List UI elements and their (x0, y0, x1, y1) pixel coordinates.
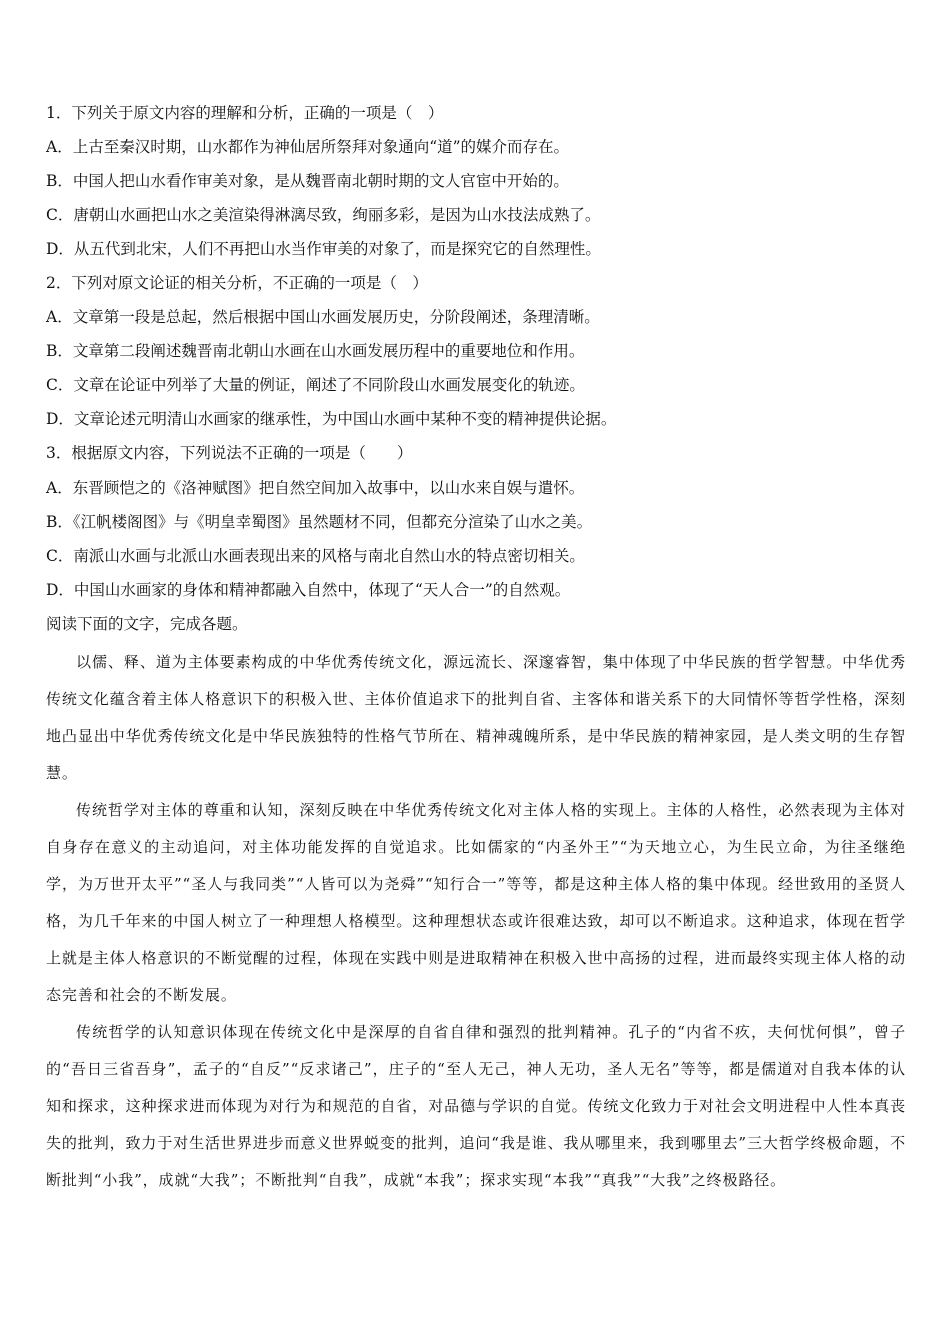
option-b: B．文章第二段阐述魏晋南北朝山水画在山水画发展历程中的重要地位和作用。 (46, 342, 585, 360)
option-c: C．唐朝山水画把山水之美渲染得淋漓尽致，绚丽多彩，是因为山水技法成熟了。 (46, 206, 601, 224)
passage-paragraph-1: 以儒、释、道为主体要素构成的中华优秀传统文化，源远流长、深邃睿智，集中体现了中华民族的哲学智慧。中华优秀传统文化蕴含着主体人格意识下的积极入世、主体价值追求下的批判自省、主客体和谐关系下的大同情怀等哲学性格，深刻地凸显出中华优秀传统文化是中华民族独特的性格气节所在、精神魂魄所系，是中华民族的精神家园，是人类文明的生存智慧。 (46, 653, 906, 782)
option-d: D．从五代到北宋，人们不再把山水当作审美的对象了，而是探究它的自然理性。 (46, 240, 601, 258)
option-d: D．中国山水画家的身体和精神都融入自然中，体现了“天人合一”的自然观。 (46, 581, 571, 599)
passage-paragraph-2: 传统哲学对主体的尊重和认知，深刻反映在中华优秀传统文化对主体人格的实现上。主体的人格性，必然表现为主体对自身存在意义的主动追问，对主体功能发挥的自觉追求。比如儒家的“内圣外王”“为天地立心，为生民立命，为往圣继绝学，为万世开太平”“圣人与我同类”“人皆可以为尧舜”“知行合一”等等，都是这种主体人格的集中体现。经世致用的圣贤人格，为几千年来的中国人树立了一种理想人格模型。这种理想状态或许很难达致，却可以不断追求。这种追求，体现在哲学上就是主体人格意识的不断觉醒的过程，体现在实践中则是进取精神在积极入世中高扬的过程，进而最终实现主体人格的动态完善和社会的不断发展。 (46, 801, 906, 1004)
option-a: A．上古至秦汉时期，山水都作为神仙居所祭拜对象通向“道”的媒介而存在。 (46, 138, 570, 156)
option-c: C．文章在论证中列举了大量的例证，阐述了不同阶段山水画发展变化的轨迹。 (46, 376, 585, 394)
question-stem: 1．下列关于原文内容的理解和分析，正确的一项是（ ） (46, 104, 444, 122)
passage-paragraph-3: 传统哲学的认知意识体现在传统文化中是深厚的自省自律和强烈的批判精神。孔子的“内省不疚，夫何忧何惧”，曾子的“吾日三省吾身”，孟子的“自反”“反求诸己”，庄子的“至人无己，神人无功，圣人无名”等等，都是儒道对自我本体的认知和探求，这种探求进而体现为对行为和规范的自省，对品德与学识的自觉。传统文化致力于对社会文明进程中人性本真丧失的批判，致力于对生活世界进步而意义世界蜕变的批判，追问“我是谁、我从哪里来，我到哪里去”三大哲学终极命题，不断批判“小我”，成就“大我”；不断批判“自我”，成就“本我”；探求实现“本我”“真我”“大我”之终极路径。 (46, 1023, 906, 1189)
reading-instruction: 阅读下面的文字，完成各题。 (46, 615, 248, 633)
option-d: D．文章论述元明清山水画家的继承性，为中国山水画中某种不变的精神提供论据。 (46, 410, 617, 428)
reading-passage (46, 644, 906, 1199)
question-stem: 3．根据原文内容，下列说法不正确的一项是（ ） (46, 444, 413, 462)
option-b: B．《江帆楼阁图》与《明皇幸蜀图》虽然题材不同，但都充分渲染了山水之美。 (46, 513, 593, 531)
option-b: B．中国人把山水看作审美对象，是从魏晋南北朝时期的文人官宦中开始的。 (46, 172, 569, 190)
option-a: A．东晋顾恺之的《洛神赋图》把自然空间加入故事中，以山水来自娱与遣怀。 (46, 479, 585, 497)
question-stem: 2．下列对原文论证的相关分析，不正确的一项是（ ） (46, 274, 428, 292)
option-c: C．南派山水画与北派山水画表现出来的风格与南北自然山水的特点密切相关。 (46, 547, 585, 565)
option-a: A．文章第一段是总起，然后根据中国山水画发展历史，分阶段阐述，条理清晰。 (46, 308, 600, 326)
